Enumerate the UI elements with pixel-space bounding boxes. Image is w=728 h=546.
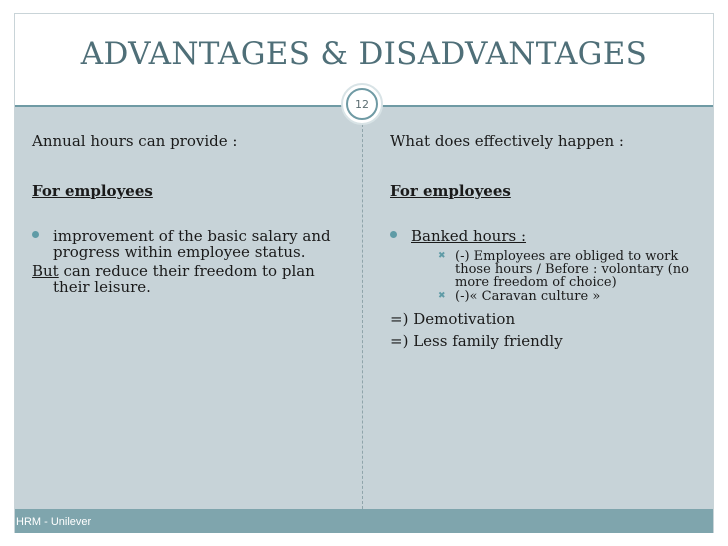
left-heading: For employees [32, 182, 153, 200]
result-line: =) Demotivation [390, 310, 516, 328]
sub-item-text: (-) Employees are obliged to work those hours / Before : volontary (no more freedom of choice) [455, 249, 689, 290]
x-bullet-icon: ✖ [438, 291, 446, 301]
left-bullet [32, 228, 352, 260]
left-bullet-text: improvement of the basic salary and progress within employee status. [53, 227, 331, 261]
page-number-badge [341, 83, 383, 125]
result-line: =) Less family friendly [390, 332, 563, 350]
right-bullet-text: Banked hours : [411, 227, 527, 245]
right-column [390, 131, 702, 351]
sub-item [416, 290, 702, 303]
right-intro: What does effectively happen : [390, 132, 624, 150]
sub-item [416, 250, 702, 289]
column-divider [362, 124, 363, 509]
slide-title: ADVANTAGES & DISADVANTAGES [80, 36, 648, 72]
bullet-icon [390, 231, 397, 238]
left-intro: Annual hours can provide : [32, 132, 238, 150]
sub-item-text: (-)« Caravan culture » [455, 289, 601, 304]
but-word: But [32, 262, 59, 280]
but-rest: can reduce their freedom to plan their leisure. [53, 262, 315, 296]
x-bullet-icon: ✖ [438, 251, 446, 261]
right-bullet [390, 228, 702, 244]
right-heading: For employees [390, 182, 511, 200]
bullet-icon [32, 231, 39, 238]
footer-bar [15, 509, 713, 533]
left-but-line [32, 263, 352, 295]
page-number: 12 [346, 88, 378, 120]
left-column [32, 131, 352, 295]
footer-text: HRM - Unilever [16, 516, 92, 528]
